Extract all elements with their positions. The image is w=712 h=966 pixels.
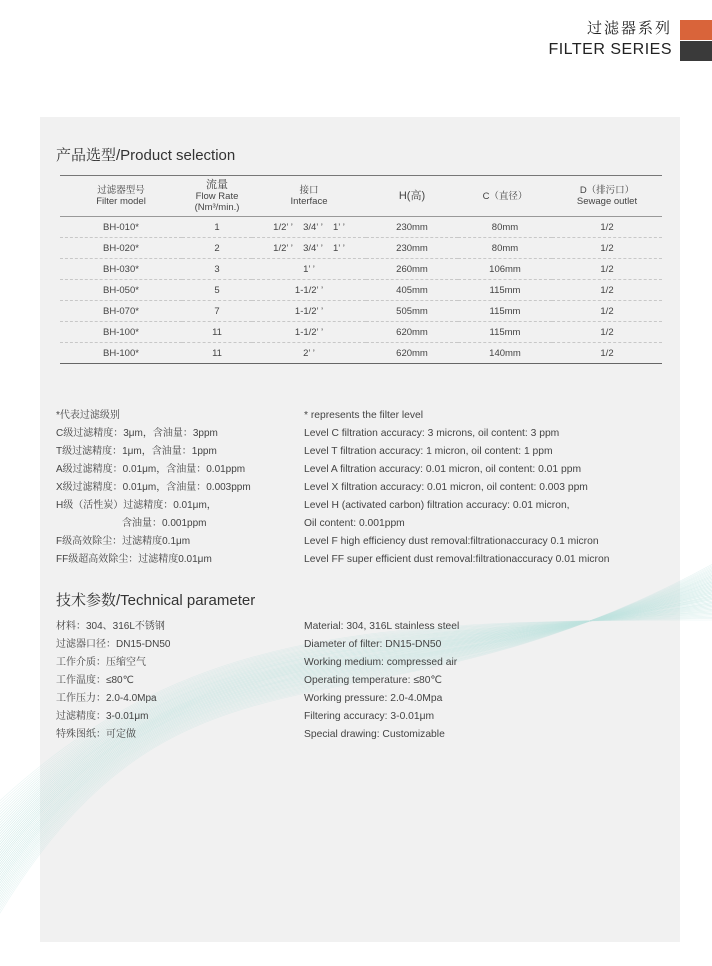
note-line: FF级超高效除尘：过滤精度0.01μm — [56, 554, 212, 565]
param-line: 过滤精度：3-0.01μm — [56, 711, 149, 722]
header-interface-cn: 接口 — [299, 185, 319, 196]
param-line: Special drawing: Customizable — [304, 729, 445, 740]
cell-flow: 3 — [214, 263, 220, 275]
cell-height: 620mm — [396, 347, 428, 359]
page-header — [548, 20, 672, 60]
header-interface-en: Interface — [290, 196, 328, 207]
cell-interface: 1’ ’ — [303, 263, 315, 275]
note-line: Oil content: 0.001ppm — [304, 518, 405, 529]
cell-flow: 2 — [214, 242, 220, 254]
cell-interface: 1/2’ ’ 3/4’ ’ 1’ ’ — [273, 221, 345, 233]
table-row — [60, 238, 662, 259]
cell-height: 505mm — [396, 305, 428, 317]
cell-interface: 1/2’ ’ 3/4’ ’ 1’ ’ — [273, 242, 345, 254]
table-row — [60, 259, 662, 280]
cell-outlet: 1/2 — [600, 221, 614, 233]
param-line: Working pressure: 2.0-4.0Mpa — [304, 693, 443, 704]
param-line: 特殊图纸：可定做 — [56, 729, 136, 740]
note-line: T级过滤精度：1μm，含油量：1ppm — [56, 446, 217, 457]
cell-flow: 7 — [214, 305, 220, 317]
table-row — [60, 322, 662, 343]
table-row — [60, 301, 662, 322]
cell-outlet: 1/2 — [600, 284, 614, 296]
cell-outlet: 1/2 — [600, 347, 614, 359]
header-diameter: C（直径） — [482, 190, 528, 202]
accent-block-orange — [680, 20, 712, 40]
col-header-diameter — [458, 176, 552, 217]
header-model-en: Filter model — [96, 196, 146, 207]
note-line: Level A filtration accuracy: 0.01 micron, oil content: 0.01 ppm — [304, 464, 582, 475]
cell-flow: 1 — [214, 221, 220, 233]
cell-interface: 1-1/2’ ’ — [294, 326, 324, 338]
cell-diameter: 115mm — [489, 305, 521, 317]
cell-model: BH-010* — [103, 221, 139, 233]
cell-model: BH-070* — [103, 305, 139, 317]
header-model-cn: 过滤器型号 — [97, 185, 145, 196]
header-flow-cn: 流量 — [206, 178, 228, 191]
note-line: C级过滤精度：3μm，含油量：3ppm — [56, 428, 218, 439]
param-line: Working medium: compressed air — [304, 657, 458, 668]
cell-interface: 2’ ’ — [303, 347, 315, 359]
header-flow-unit: (Nm³/min.) — [194, 201, 240, 213]
header-title-en: FILTER SERIES — [548, 41, 672, 58]
cell-diameter: 140mm — [489, 347, 521, 359]
note-line: Level X filtration accuracy: 0.01 micron, oil content: 0.003 ppm — [304, 482, 588, 493]
col-header-height — [366, 176, 458, 217]
technical-parameter-title: 技术参数/Technical parameter — [56, 592, 256, 609]
product-selection-table — [60, 175, 662, 364]
cell-diameter: 115mm — [489, 326, 521, 338]
param-line: 工作温度：≤80℃ — [56, 675, 134, 686]
note-line: *代表过滤级别 — [56, 410, 120, 421]
note-line: Level F high efficiency dust removal:filtrationaccuracy 0.1 micron — [304, 536, 599, 547]
cell-flow: 11 — [212, 347, 222, 359]
header-height: H(高) — [398, 189, 426, 202]
param-line: Operating temperature: ≤80℃ — [304, 675, 442, 686]
header-outlet-en: Sewage outlet — [576, 196, 638, 207]
param-line: Material: 304, 316L stainless steel — [304, 621, 460, 632]
param-line: 工作介质：压缩空气 — [56, 657, 146, 668]
cell-height: 260mm — [396, 263, 428, 275]
cell-model: BH-100* — [103, 347, 139, 359]
table-header-row — [60, 176, 662, 217]
technical-params-en — [304, 618, 459, 744]
filter-level-notes-cn — [56, 407, 251, 569]
cell-interface: 1-1/2’ ’ — [294, 305, 324, 317]
param-line: 材料：304、316L不锈钢 — [56, 621, 165, 632]
param-line: 过滤器口径：DN15-DN50 — [56, 639, 171, 650]
note-line: F级高效除尘：过滤精度0.1μm — [56, 536, 191, 547]
note-line: 含油量：0.001ppm — [122, 518, 207, 529]
col-header-flow — [182, 176, 252, 217]
cell-outlet: 1/2 — [600, 326, 614, 338]
param-line: 工作压力：2.0-4.0Mpa — [56, 693, 157, 704]
note-line: * represents the filter level — [304, 410, 424, 421]
cell-flow: 5 — [214, 284, 220, 296]
col-header-interface — [252, 176, 366, 217]
cell-diameter: 80mm — [491, 242, 519, 254]
cell-outlet: 1/2 — [600, 242, 614, 254]
table-row — [60, 343, 662, 364]
cell-flow: 11 — [212, 326, 222, 338]
cell-interface: 1-1/2’ ’ — [294, 284, 324, 296]
header-title-cn: 过滤器系列 — [586, 20, 672, 37]
cell-height: 230mm — [396, 242, 428, 254]
table-row — [60, 217, 662, 238]
header-flow-en: Flow Rate — [195, 190, 239, 202]
note-line: Level T filtration accuracy: 1 micron, oil content: 1 ppm — [304, 446, 553, 457]
technical-params-cn — [56, 618, 170, 744]
accent-block-dark — [680, 41, 712, 61]
cell-diameter: 106mm — [489, 263, 521, 275]
cell-outlet: 1/2 — [600, 263, 614, 275]
cell-diameter: 80mm — [491, 221, 519, 233]
header-outlet-cn: D（排污口） — [579, 185, 635, 196]
table-row — [60, 280, 662, 301]
param-line: Diameter of filter: DN15-DN50 — [304, 639, 442, 650]
note-line: Level FF super efficient dust removal:filtrationaccuracy 0.01 micron — [304, 554, 610, 565]
cell-height: 405mm — [396, 284, 428, 296]
note-line: X级过滤精度：0.01μm，含油量：0.003ppm — [56, 482, 251, 493]
col-header-model — [60, 176, 182, 217]
note-line: A级过滤精度：0.01μm，含油量：0.01ppm — [56, 464, 246, 475]
note-line: Level H (activated carbon) filtration accuracy: 0.01 micron, — [304, 500, 570, 511]
cell-height: 230mm — [396, 221, 428, 233]
note-line: Level C filtration accuracy: 3 microns, oil content: 3 ppm — [304, 428, 560, 439]
cell-height: 620mm — [396, 326, 428, 338]
cell-model: BH-100* — [103, 326, 139, 338]
cell-outlet: 1/2 — [600, 305, 614, 317]
param-line: Filtering accuracy: 3-0.01μm — [304, 711, 435, 722]
note-line: H级（活性炭）过滤精度：0.01μm， — [56, 500, 217, 511]
cell-model: BH-030* — [103, 263, 139, 275]
filter-level-notes-en — [304, 407, 609, 569]
cell-model: BH-020* — [103, 242, 139, 254]
col-header-outlet — [552, 176, 662, 217]
product-selection-title: 产品选型/Product selection — [56, 147, 236, 164]
cell-diameter: 115mm — [489, 284, 521, 296]
cell-model: BH-050* — [103, 284, 139, 296]
